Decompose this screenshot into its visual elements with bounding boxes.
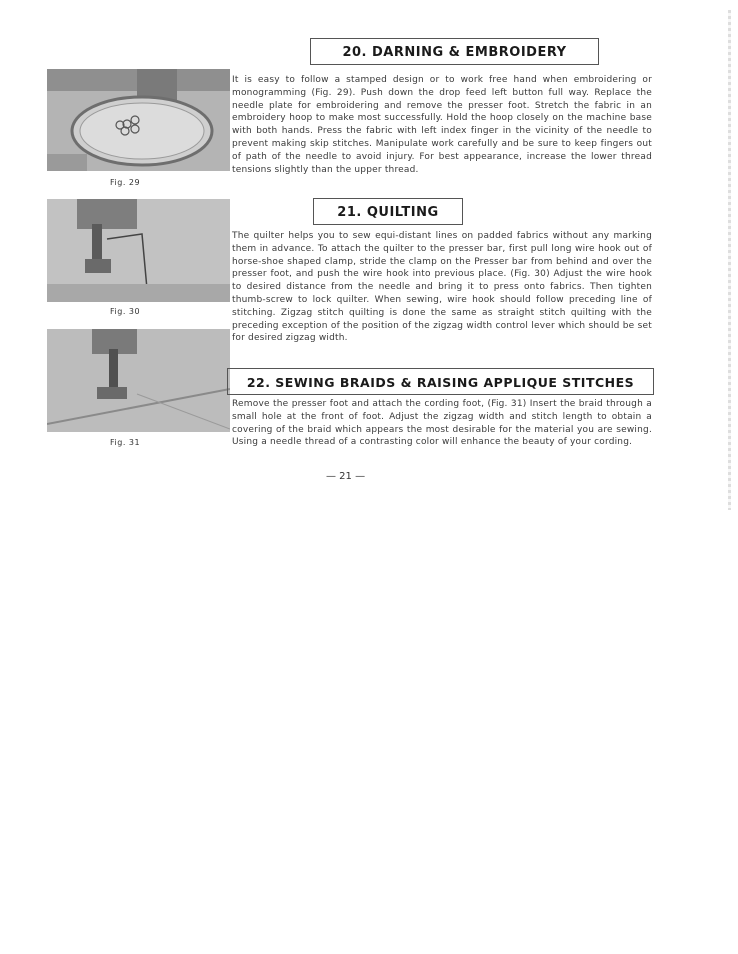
figure-31-caption: Fig. 31 bbox=[110, 438, 141, 447]
figure-29-caption: Fig. 29 bbox=[110, 178, 141, 187]
section-22-body: Remove the presser foot and attach the cording foot, (Fig. 31) Insert the braid through a small hole at the front of foot. Adjust the zigzag width and stitch length to obtain a covering of the braid which appears the most desirable for the material you are sewing. Using a needle thread of a contrasting color will enhance the beauty of your cording. bbox=[232, 399, 652, 448]
section-20-body: It is easy to follow a stamped design or to work free hand when embroidering or monogramming (Fig. 29). Push down the drop feed left button full way. Replace the needle plate for embroidering and remove the presser foot. Stretch the fabric in an embroidery hoop to make most successfully. Hold the hoop closely on the machine base with both hands. Press the fabric with left index finger in the vicinity of the needle to prevent making skip stitches. Manipulate work carefully and be sure to keep fingers out of path of the needle to avoid injury. For best appearance, increase the lower thread tensions slightly than the upper thread. bbox=[232, 75, 652, 175]
cording-foot-illustration bbox=[47, 329, 230, 432]
section-21-heading: 21. QUILTING bbox=[313, 198, 463, 225]
section-20-heading: 20. DARNING & EMBROIDERY bbox=[310, 38, 599, 65]
quilter-illustration bbox=[47, 199, 230, 302]
figure-30-caption: Fig. 30 bbox=[110, 307, 141, 316]
figure-29-photo bbox=[47, 69, 230, 171]
scan-edge-artifact bbox=[728, 10, 731, 510]
figure-30-photo bbox=[47, 199, 230, 302]
figure-31-photo bbox=[47, 329, 230, 432]
section-21-body: The quilter helps you to sew equi-distant lines on padded fabrics without any marking them in advance. To attach the quilter to the presser bar, first pull long wire hook out of horse-shoe shaped clamp, stride the clamp on the Presser bar from behind and over the presser foot, and push the wire hook into previous place. (Fig. 30) Adjust the wire hook to desired distance from the needle and bring it to press onto fabrics. Then tighten thumb-screw to lock quilter. When sewing, wire hook should follow preceding line of stitching. Zigzag stitch quilting is done the same as straight stitch quilting with the preceding exception of the position of the zigzag width control lever which should be set for desired zigzag width. bbox=[232, 231, 652, 344]
section-22-heading: 22. SEWING BRAIDS & RAISING APPLIQUE STITCHES bbox=[227, 368, 654, 395]
page-number: — 21 — bbox=[326, 471, 366, 482]
embroidery-hoop-illustration bbox=[47, 69, 230, 171]
